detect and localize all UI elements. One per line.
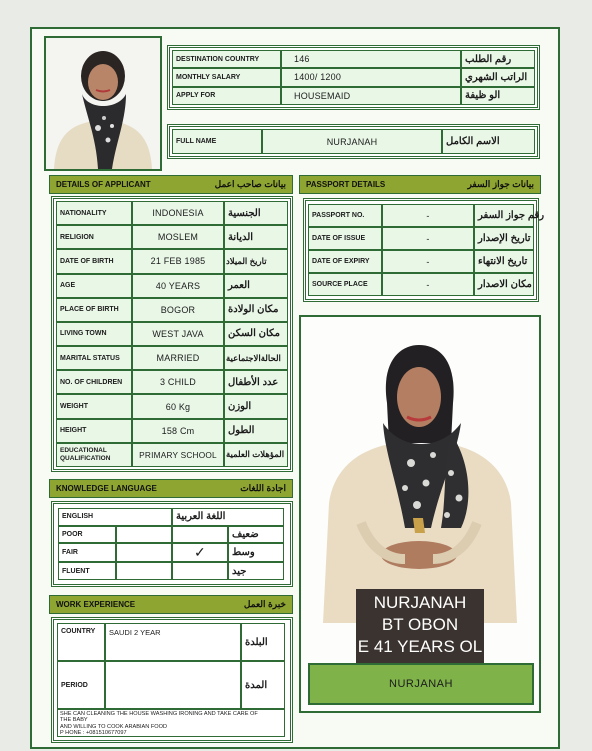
english-label: ENGLISH (58, 508, 172, 526)
work-country-value: SAUDI 2 YEAR (105, 623, 241, 661)
destination-country-label: DESTINATION COUNTRY (172, 50, 281, 68)
passport-row-value: - (382, 250, 474, 273)
applicant-row-arabic: العمر (224, 274, 288, 298)
monthly-salary-label: MONTHLY SALARY (172, 68, 281, 86)
applicant-row-label: PLACE OF BIRTH (56, 298, 132, 322)
applicant-row-arabic: الديانة (224, 225, 288, 249)
language-level-arabic: جيد (228, 562, 284, 580)
full-name-arabic: الاسم الكامل (442, 129, 535, 154)
work-period-arabic: المدة (241, 661, 285, 709)
applicant-row-value: BOGOR (132, 298, 224, 322)
applicant-row-label: NO. OF CHILDREN (56, 370, 132, 394)
passport-row-value: - (382, 273, 474, 296)
applicant-row-arabic: الوزن (224, 394, 288, 418)
applicant-row-label-line: EDUCATIONAL (60, 446, 107, 454)
name-badge-text: NURJANAH (389, 678, 453, 690)
passport-row-value: - (382, 227, 474, 250)
language-level-arabic: ضعيف (228, 526, 284, 544)
photo-caption-line-2: BT OBON (381, 615, 459, 634)
applicant-row-arabic: المؤهلات العلمية (224, 443, 288, 467)
full-name-value: NURJANAH (262, 129, 442, 154)
applicant-row-value: PRIMARY SCHOOL (132, 443, 224, 467)
destination-country-arabic: رقم الطلب (461, 50, 535, 68)
apply-for-label: APPLY FOR (172, 87, 281, 105)
applicant-section-title: DETAILS OF APPLICANT (56, 180, 151, 189)
photo-caption-line-1: NURJANAH (373, 593, 467, 612)
work-section-title: WORK EXPERIENCE (56, 600, 136, 609)
applicant-row-label: DATE OF BIRTH (56, 249, 132, 273)
photo-caption-box (356, 589, 484, 663)
applicant-row-value: 21 FEB 1985 (132, 249, 224, 273)
language-level-arabic: وسط (228, 543, 284, 562)
language-level-blank (116, 543, 172, 562)
work-note-line-2: THE BABY (60, 717, 88, 724)
passport-row-value: - (382, 204, 474, 227)
applicant-row-value: INDONESIA (132, 201, 224, 225)
language-section-title: KNOWLEDGE LANGUAGE (56, 484, 157, 493)
language-level-label: FAIR (58, 543, 116, 562)
work-country-arabic: البلدة (241, 623, 285, 661)
applicant-row-label: LIVING TOWN (56, 322, 132, 346)
applicant-row-arabic: الطول (224, 419, 288, 443)
passport-row-arabic: مكان الاصدار (474, 273, 534, 296)
applicant-row-label: WEIGHT (56, 394, 132, 418)
passport-row-label: SOURCE PLACE (308, 273, 382, 296)
passport-row-arabic: تاريخ الإصدار (474, 227, 534, 250)
language-level-check (172, 562, 228, 580)
language-level-blank (116, 526, 172, 544)
applicant-section-header (49, 175, 293, 194)
applicant-row-label: RELIGION (56, 225, 132, 249)
work-section-title-arabic: خبرة العمل (243, 599, 286, 609)
destination-country-value: 146 (281, 50, 461, 68)
applicant-row-arabic: عدد الأطفال (224, 370, 288, 394)
applicant-row-label: NATIONALITY (56, 201, 132, 225)
applicant-row-arabic: مكان الولادة (224, 298, 288, 322)
apply-for-value: HOUSEMAID (281, 87, 461, 105)
passport-row-label: PASSPORT NO. (308, 204, 382, 227)
applicant-row-value: 158 Cm (132, 419, 224, 443)
applicant-section-title-arabic: بيانات صاحب اعمل (214, 179, 286, 189)
applicant-row-value: MOSLEM (132, 225, 224, 249)
language-level-label: POOR (58, 526, 116, 544)
applicant-row-value: 3 CHILD (132, 370, 224, 394)
application-info-table (167, 45, 540, 110)
applicant-row-arabic: الجنسية (224, 201, 288, 225)
full-portrait-photo (301, 323, 539, 623)
applicant-row-value: 40 YEARS (132, 274, 224, 298)
passport-row-label: DATE OF ISSUE (308, 227, 382, 250)
language-level-check (172, 526, 228, 544)
applicant-row-label: AGE (56, 274, 132, 298)
applicant-row-arabic: مكان السكن (224, 322, 288, 346)
language-level-label: FLUENT (58, 562, 116, 580)
work-country-label: COUNTRY (57, 623, 105, 661)
applicant-row-value: WEST JAVA (132, 322, 224, 346)
applicant-row-label: HEIGHT (56, 419, 132, 443)
name-badge (308, 663, 534, 705)
passport-row-arabic: رقم جواز السفر (474, 204, 534, 227)
passport-row-label: DATE OF EXPIRY (308, 250, 382, 273)
full-name-table (167, 124, 540, 159)
applicant-row-label-line: QUALIFICATION (60, 454, 111, 462)
small-portrait-photo (46, 38, 160, 169)
small-photo-frame (44, 36, 162, 171)
language-section-title-arabic: اجادة اللغات (240, 483, 286, 493)
arabic-language-label: اللغة العربية (172, 508, 284, 526)
photo-caption-line-3: E 41 YEARS OL (357, 637, 483, 656)
work-note-line-3: AND WILLING TO COOK ARABIAN FOOD (60, 723, 168, 730)
language-section-header (49, 479, 293, 498)
apply-for-arabic: الو ظيفة (461, 87, 535, 105)
work-section-header (49, 595, 293, 614)
applicant-row-arabic: الحالةالاجتماعية (224, 346, 288, 370)
applicant-row-label: MARITAL STATUS (56, 346, 132, 370)
work-note-line-1: SHE CAN CLEANING THE HOUSE WASHING IRONING AND TAKE CARE OF (60, 711, 258, 717)
passport-section-title: PASSPORT DETAILS (306, 180, 386, 189)
passport-section-title-arabic: بيانات جواز السفر (467, 179, 534, 189)
applicant-row-arabic: تاريخ الميلاد (224, 249, 288, 273)
work-period-value (105, 661, 241, 709)
passport-row-arabic: تاريخ الانتهاء (474, 250, 534, 273)
monthly-salary-value: 1400/ 1200 (281, 68, 461, 86)
applicant-row-label (56, 443, 132, 467)
applicant-row-value: MARRIED (132, 346, 224, 370)
language-level-blank (116, 562, 172, 580)
applicant-details-table (51, 196, 293, 472)
work-period-label: PERIOD (57, 661, 105, 709)
work-note-line-4: P HONE : +081510677097 (60, 730, 127, 737)
work-experience-table (51, 617, 293, 743)
monthly-salary-arabic: الراتب الشهري (461, 68, 535, 86)
language-table (51, 501, 293, 587)
full-name-label: FULL NAME (172, 129, 262, 154)
passport-section-header (299, 175, 541, 194)
language-level-check: ✓ (172, 543, 228, 562)
applicant-row-value: 60 Kg (132, 394, 224, 418)
full-photo-frame (299, 315, 541, 713)
passport-details-table (303, 198, 545, 302)
work-notes (57, 709, 285, 737)
